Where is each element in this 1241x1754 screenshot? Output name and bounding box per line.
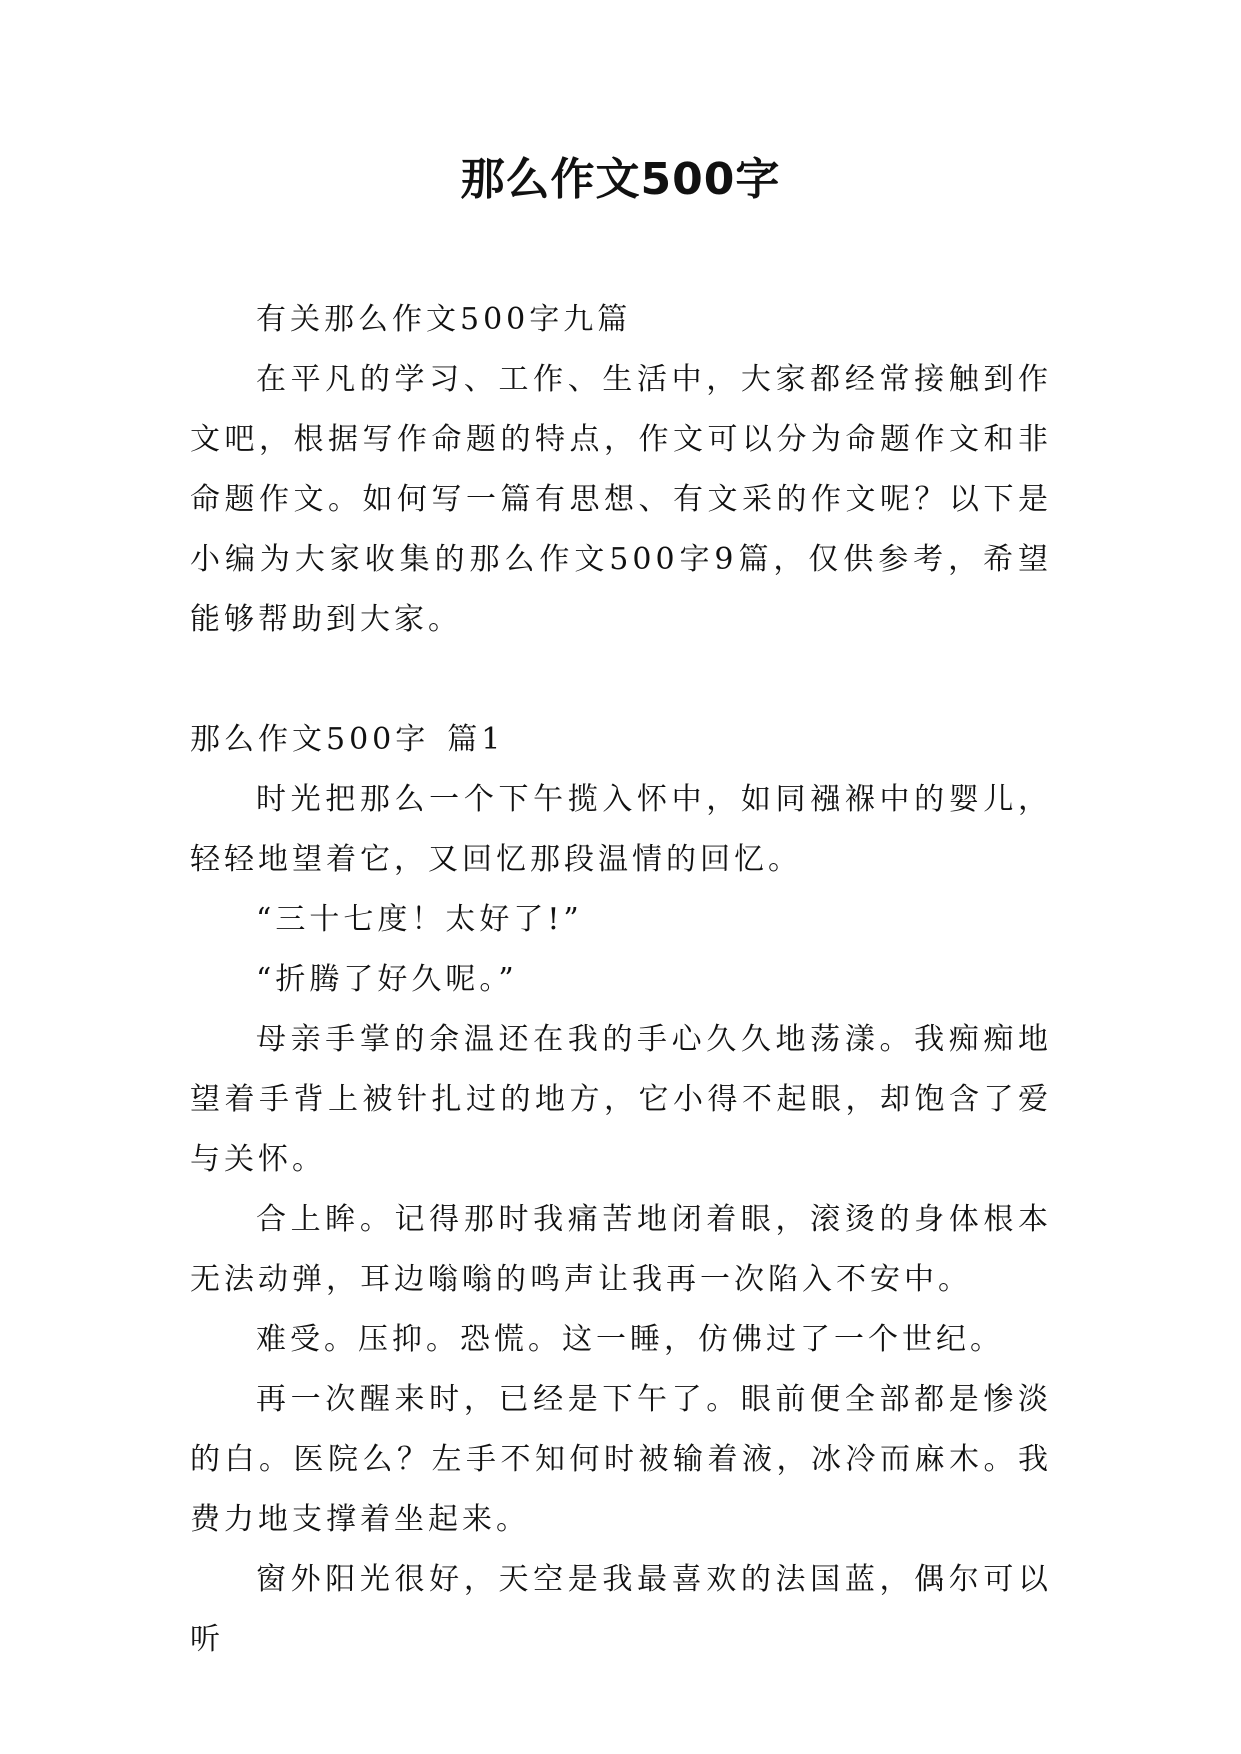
body-paragraph: 难受。压抑。恐慌。这一睡，仿佛过了一个世纪。 [256,1322,1004,1357]
body-paragraph: 窗外阳光很好，天空是我最喜欢的法国蓝，偶尔可以听 [190,1562,1052,1657]
body-paragraph: 合上眸。记得那时我痛苦地闭着眼，滚烫的身体根本无法动弹，耳边嗡嗡的鸣声让我再一次陷入不安中。 [190,1202,1052,1297]
body-paragraph: “折腾了好久呢。” [256,962,518,997]
section-heading-title: 那么作文500字 [190,722,430,757]
intro-paragraph: 在平凡的学习、工作、生活中，大家都经常接触到作文吧，根据写作命题的特点，作文可以分为命题作文和非命题作文。如何写一篇有思想、有文采的作文呢？以下是小编为大家收集的那么作文500字9篇，仅供参考，希望能够帮助到大家。 [190,362,1052,637]
section-heading [190,710,1052,770]
section-number: 篇1 [447,722,505,757]
document-body [190,290,1052,1670]
body-paragraph: 母亲手掌的余温还在我的手心久久地荡漾。我痴痴地望着手背上被针扎过的地方，它小得不起眼，却饱含了爱与关怀。 [190,1022,1052,1177]
document-title: 那么作文500字 [460,154,781,205]
document-subtitle: 有关那么作文500字九篇 [256,302,632,337]
body-paragraph: 再一次醒来时，已经是下午了。眼前便全部都是惨淡的白。医院么？左手不知何时被输着液，冰冷而麻木。我费力地支撑着坐起来。 [190,1382,1052,1537]
body-paragraph: “三十七度！太好了!” [256,902,583,937]
body-paragraph: 时光把那么一个下午揽入怀中，如同襁褓中的婴儿，轻轻地望着它，又回忆那段温情的回忆。 [190,782,1052,877]
